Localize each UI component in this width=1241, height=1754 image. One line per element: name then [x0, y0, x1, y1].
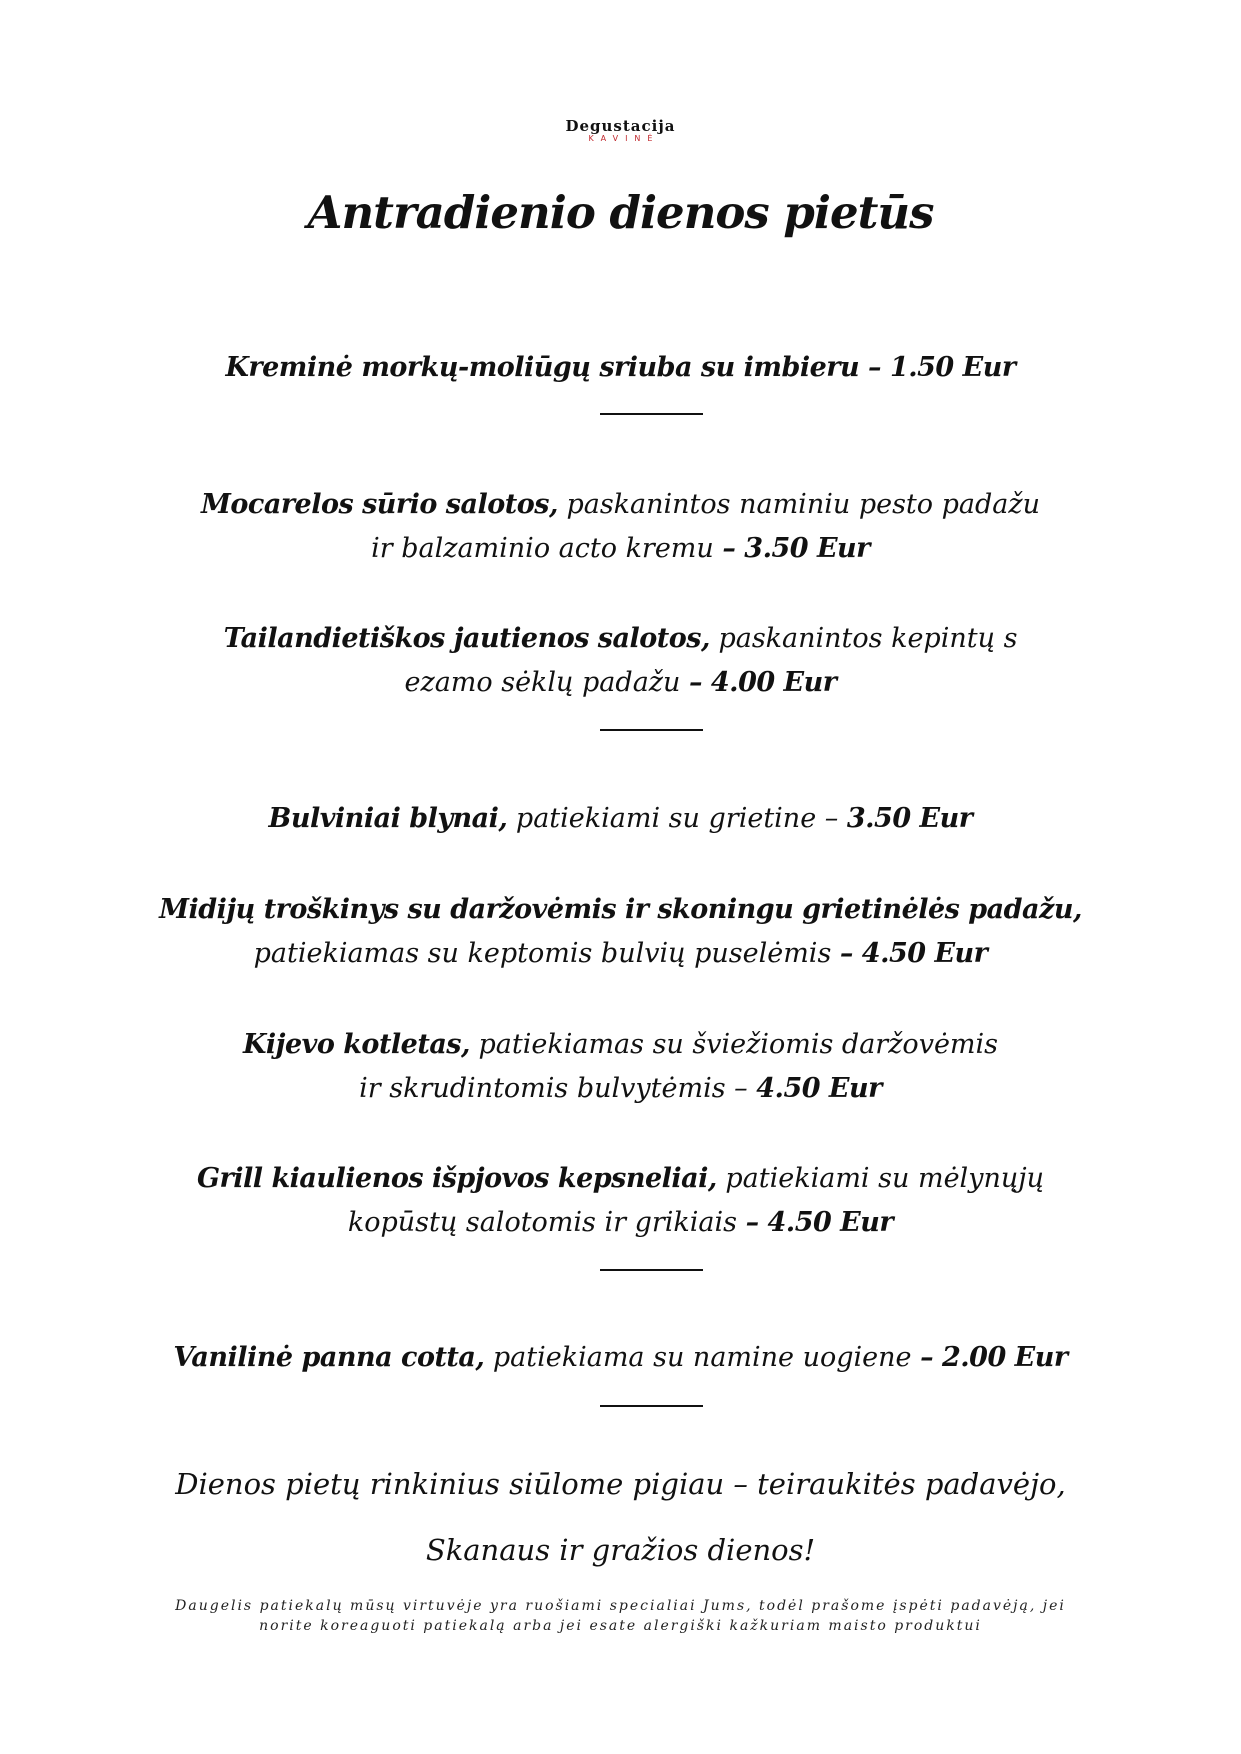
- menu-item-panna-cotta: [0, 1336, 1241, 1380]
- dish-price: 3.50 Eur: [846, 803, 973, 834]
- menu-item-line: [0, 617, 1241, 661]
- section-divider: [600, 413, 703, 415]
- dish-price: – 2.00 Eur: [920, 1342, 1068, 1373]
- menu-item-line: [0, 483, 1241, 527]
- menu-item-soup: [0, 346, 1241, 390]
- dish-description: patiekiami su grietine –: [507, 803, 847, 834]
- menu-item-line: [0, 797, 1241, 841]
- dish-description: patiekiama su namine uogiene: [484, 1342, 921, 1373]
- menu-item-chicken-kiev: [0, 1023, 1241, 1111]
- footnote-line: norite koreaguoti patiekalą arba jei esate alergiški kažkuriam maisto produktui: [259, 1618, 982, 1634]
- dish-name: Kreminė morkų-moliūgų sriuba su imbieru: [225, 352, 860, 383]
- dish-price: – 4.50 Eur: [745, 1207, 894, 1238]
- dish-description: patiekiamas su šviežiomis daržovėmis: [469, 1029, 999, 1060]
- dish-name: Vanilinė panna cotta,: [173, 1342, 485, 1373]
- logo-name: Degustacija: [565, 117, 676, 135]
- dish-price: – 4.00 Eur: [689, 667, 837, 698]
- dish-name: Mocarelos sūrio salotos,: [200, 489, 558, 520]
- section-divider: [600, 1269, 703, 1271]
- dish-name: Bulviniai blynai,: [268, 803, 508, 834]
- menu-item-line: [0, 932, 1241, 976]
- menu-item-line: [0, 1201, 1241, 1245]
- menu-item-line: [0, 888, 1241, 932]
- dish-price: – 4.50 Eur: [839, 938, 988, 969]
- menu-item-line: [0, 1157, 1241, 1201]
- logo: [0, 118, 1241, 144]
- dish-description: kopūstų salotomis ir grikiais: [347, 1207, 746, 1238]
- allergy-footnote: [0, 1596, 1241, 1636]
- logo-subtitle: KAVINĖ: [588, 134, 660, 143]
- section-divider: [600, 1405, 703, 1407]
- dish-name: Grill kiaulienos išpjovos kepsneliai,: [196, 1163, 717, 1194]
- menu-item-line: [0, 661, 1241, 705]
- section-divider: [600, 729, 703, 731]
- menu-item-grill-pork: [0, 1157, 1241, 1245]
- page-title: Antradienio dienos pietūs: [307, 186, 934, 239]
- dish-description: paskanintos kepintų s: [709, 623, 1018, 654]
- closing-offer: Dienos pietų rinkinius siūlome pigiau – teiraukitės padavėjo,: [175, 1467, 1066, 1501]
- dish-separator: –: [859, 352, 890, 383]
- menu-item-line: [0, 527, 1241, 571]
- menu-item-line: [0, 1067, 1241, 1111]
- dish-name: Midijų troškinys su daržovėmis ir skoningu grietinėlės padažu,: [159, 894, 1082, 925]
- dish-price: – 3.50 Eur: [722, 533, 870, 564]
- footnote-line: Daugelis patiekalų mūsų virtuvėje yra ruošiami specialiai Jums, todėl prašome įspėti padavėją, jei: [175, 1598, 1066, 1614]
- dish-price: 1.50 Eur: [889, 352, 1016, 383]
- dish-description: patiekiami su mėlynųjų: [716, 1163, 1044, 1194]
- menu-item-line: [0, 346, 1241, 390]
- menu-item-thai-beef-salad: [0, 617, 1241, 705]
- menu-item-line: [0, 1023, 1241, 1067]
- menu-item-mussel-stew: [0, 888, 1241, 976]
- menu-item-mozzarella-salad: [0, 483, 1241, 571]
- closing-wish: Skanaus ir gražios dienos!: [425, 1533, 816, 1567]
- dish-description: ir balzaminio acto kremu: [371, 533, 723, 564]
- menu-item-potato-pancakes: [0, 797, 1241, 841]
- dish-description: ir skrudintomis bulvytėmis –: [359, 1073, 757, 1104]
- menu-item-line: [0, 1336, 1241, 1380]
- dish-price: 4.50 Eur: [756, 1073, 882, 1104]
- dish-description: paskanintos naminiu pesto padažu: [557, 489, 1040, 520]
- dish-description: ezamo sėklų padažu: [404, 667, 689, 698]
- dish-name: Kijevo kotletas,: [242, 1029, 470, 1060]
- dish-description: patiekiamas su keptomis bulvių puselėmis: [253, 938, 840, 969]
- dish-name: Tailandietiškos jautienos salotos,: [223, 623, 710, 654]
